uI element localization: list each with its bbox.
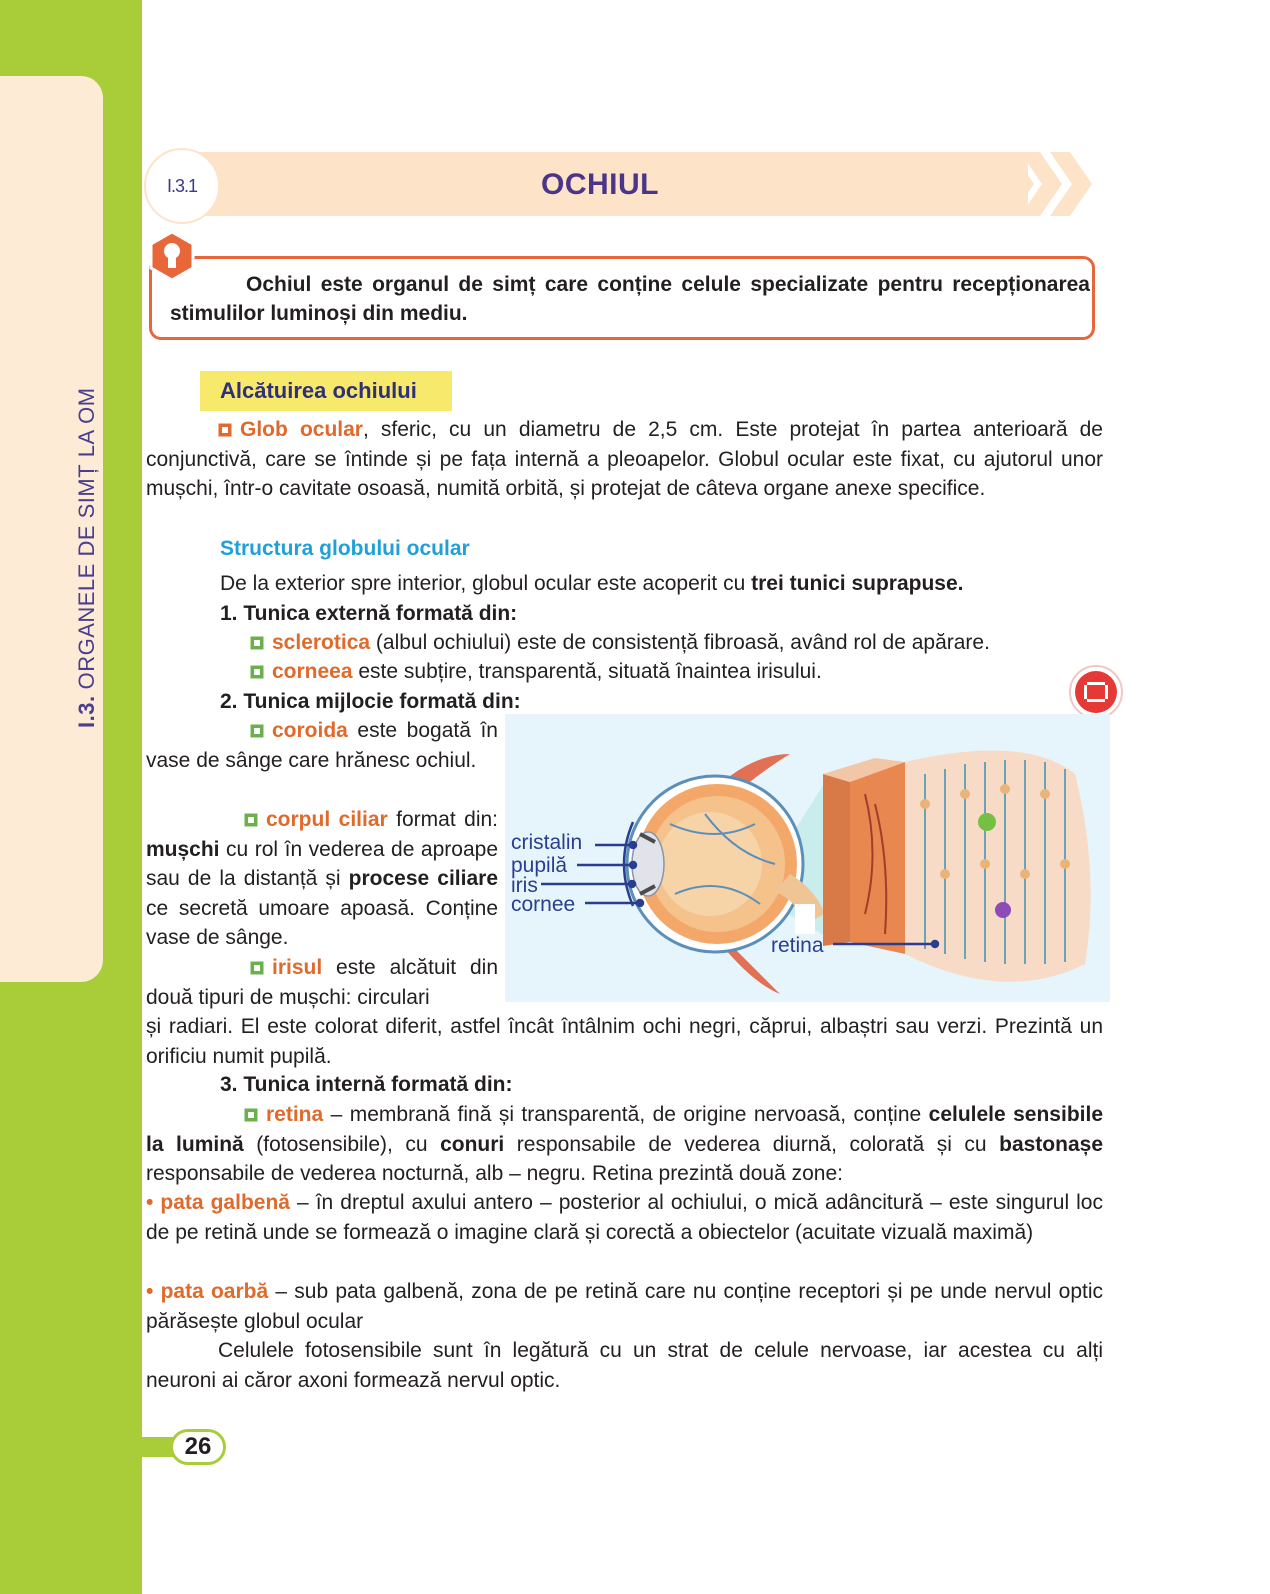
irisul-continuation: și radiari. El este colorat diferit, astfel încât întâlnim ochi negri, căprui, albaștri sau verzi. Prezintă un orificiu numit pupilă.: [146, 1015, 1103, 1068]
retina-text-2: (fotosensibile), cu: [243, 1132, 441, 1156]
coroida-text: este bogată în vase de sânge care hrănesc ochiul.: [146, 719, 498, 772]
page-title: OCHIUL: [541, 168, 659, 201]
square-bullet-icon: [218, 423, 232, 437]
video-icon[interactable]: [1068, 664, 1124, 720]
label-pupila: pupilă: [511, 854, 568, 877]
intro-paragraph: [220, 569, 1110, 599]
irisul-term: irisul: [272, 956, 323, 979]
retina-paragraph: [146, 1100, 1103, 1189]
intro-bold: trei tunici suprapuse.: [751, 572, 964, 595]
label-retina: retina: [771, 934, 824, 957]
corpul-bold-1: mușchi: [146, 837, 220, 861]
square-bullet-icon: [244, 1108, 258, 1122]
corpul-text-3: ce secretă umoare apoasă. Conține vase de sânge.: [146, 896, 498, 949]
pata-galbena-text: – în dreptul axului antero – posterior al ochiului, o mică adâncitură – este singurul loc de pe retină unde se formează o imagine clară și corectă a obiectelor (acuitate vizuală maximă): [146, 1191, 1103, 1244]
label-cornee: cornee: [511, 893, 576, 916]
retina-text-4: responsabile de vederea nocturnă, alb – negru. Retina prezintă două zone:: [146, 1162, 843, 1185]
chapter-title: ORGANELE DE SIMȚ LA OM: [74, 387, 99, 690]
retina-term: retina: [266, 1103, 324, 1126]
chapter-number: I.3.: [74, 695, 99, 728]
definition-text: Ochiul este organul de simț care conține celule specializate pentru recepționarea stimulilor luminoși din mediu.: [170, 273, 1090, 325]
glob-ocular-term: Glob ocular: [240, 418, 363, 441]
square-bullet-icon: [250, 665, 264, 679]
pata-oarba-paragraph: [146, 1277, 1103, 1336]
pata-galbena-paragraph: [146, 1188, 1103, 1247]
chevron-decoration-icon: [990, 152, 1100, 216]
corpul-bold-2: procese ciliare: [348, 867, 499, 890]
tunica-externa-heading: 1. Tunica externă formată din:: [220, 602, 518, 625]
sclerotica-term: sclerotica: [272, 631, 371, 654]
tunica-mijlocie-heading: 2. Tunica mijlocie formată din:: [220, 690, 521, 713]
intro-text: De la exterior spre interior, globul ocular este acoperit cu: [220, 572, 752, 595]
retina-text-1: – membrană fină și transparentă, de origine nervoasă, conține: [323, 1103, 929, 1126]
closing-paragraph: Celulele fotosensibile sunt în legătură cu un strat de celule nervoase, iar acestea cu alți neuroni ai căror axoni formează nervul optic.: [146, 1339, 1103, 1392]
label-cristalin: cristalin: [511, 831, 583, 854]
retina-text-3: responsabile de vederea diurnă, colorată și cu: [504, 1132, 1000, 1156]
label-iris: iris: [511, 874, 538, 897]
coroida-paragraph: [146, 716, 498, 775]
corpul-ciliar-term: corpul ciliar: [266, 808, 388, 831]
square-bullet-icon: [250, 724, 264, 738]
retina-bold-2: conuri: [440, 1132, 505, 1156]
eye-diagram: [505, 714, 1110, 1002]
coroida-term: coroida: [272, 719, 348, 742]
chapter-label: [74, 387, 100, 728]
square-bullet-icon: [250, 636, 264, 650]
glob-ocular-text: , sferic, cu un diametru de 2,5 cm. Este protejat în partea anterioară de conjunctivă, care se întinde și pe fața internă a pleoapelor. Globul ocular este fixat, cu ajutorul unor mușchi, într-o cavitate osoasă, numită orbită, și protejat de câteva organe anexe specifice.: [146, 418, 1103, 500]
glob-ocular-paragraph: [146, 415, 1103, 504]
eye-illustration: [505, 714, 1110, 1002]
sclerotica-text: (albul ochiului) este de consistență fibroasă, având rol de apărare.: [370, 631, 990, 654]
corpul-text-2: cu rol în vederea de aproape sau de la distanță și: [146, 837, 498, 890]
tunica-interna-heading: 3. Tunica internă formată din:: [220, 1073, 513, 1096]
square-bullet-icon: [250, 961, 264, 975]
corneea-text: este subțire, transparentă, situată înaintea irisului.: [352, 660, 822, 683]
retina-bold-1: celulele sensibile la lumină: [146, 1103, 1103, 1156]
pata-oarba-text: – sub pata galbenă, zona de pe retină care nu conține receptori și pe unde nervul optic părăsește globul ocular: [146, 1280, 1103, 1333]
lesson-number-badge: [144, 148, 220, 224]
irisul-text-1: este alcătuit din două tipuri de mușchi: circulari: [146, 956, 498, 1009]
corpul-text-1: format din:: [387, 808, 498, 831]
pata-galbena-term: • pata galbenă: [146, 1191, 290, 1214]
retina-bold-3: bastonașe: [999, 1132, 1103, 1156]
list-item: [250, 657, 1110, 687]
page-number: 26: [170, 1429, 226, 1465]
section-title: Alcătuirea ochiului: [220, 378, 417, 403]
structure-subheading: Structura globului ocular: [220, 537, 470, 560]
list-item: [250, 628, 1110, 658]
lesson-number: I.3.1: [166, 175, 198, 196]
square-bullet-icon: [244, 813, 258, 827]
irisul-paragraph: [146, 953, 498, 1012]
pata-oarba-term: • pata oarbă: [146, 1280, 269, 1303]
corpul-ciliar-paragraph: [146, 805, 498, 953]
corneea-term: corneea: [272, 660, 353, 683]
